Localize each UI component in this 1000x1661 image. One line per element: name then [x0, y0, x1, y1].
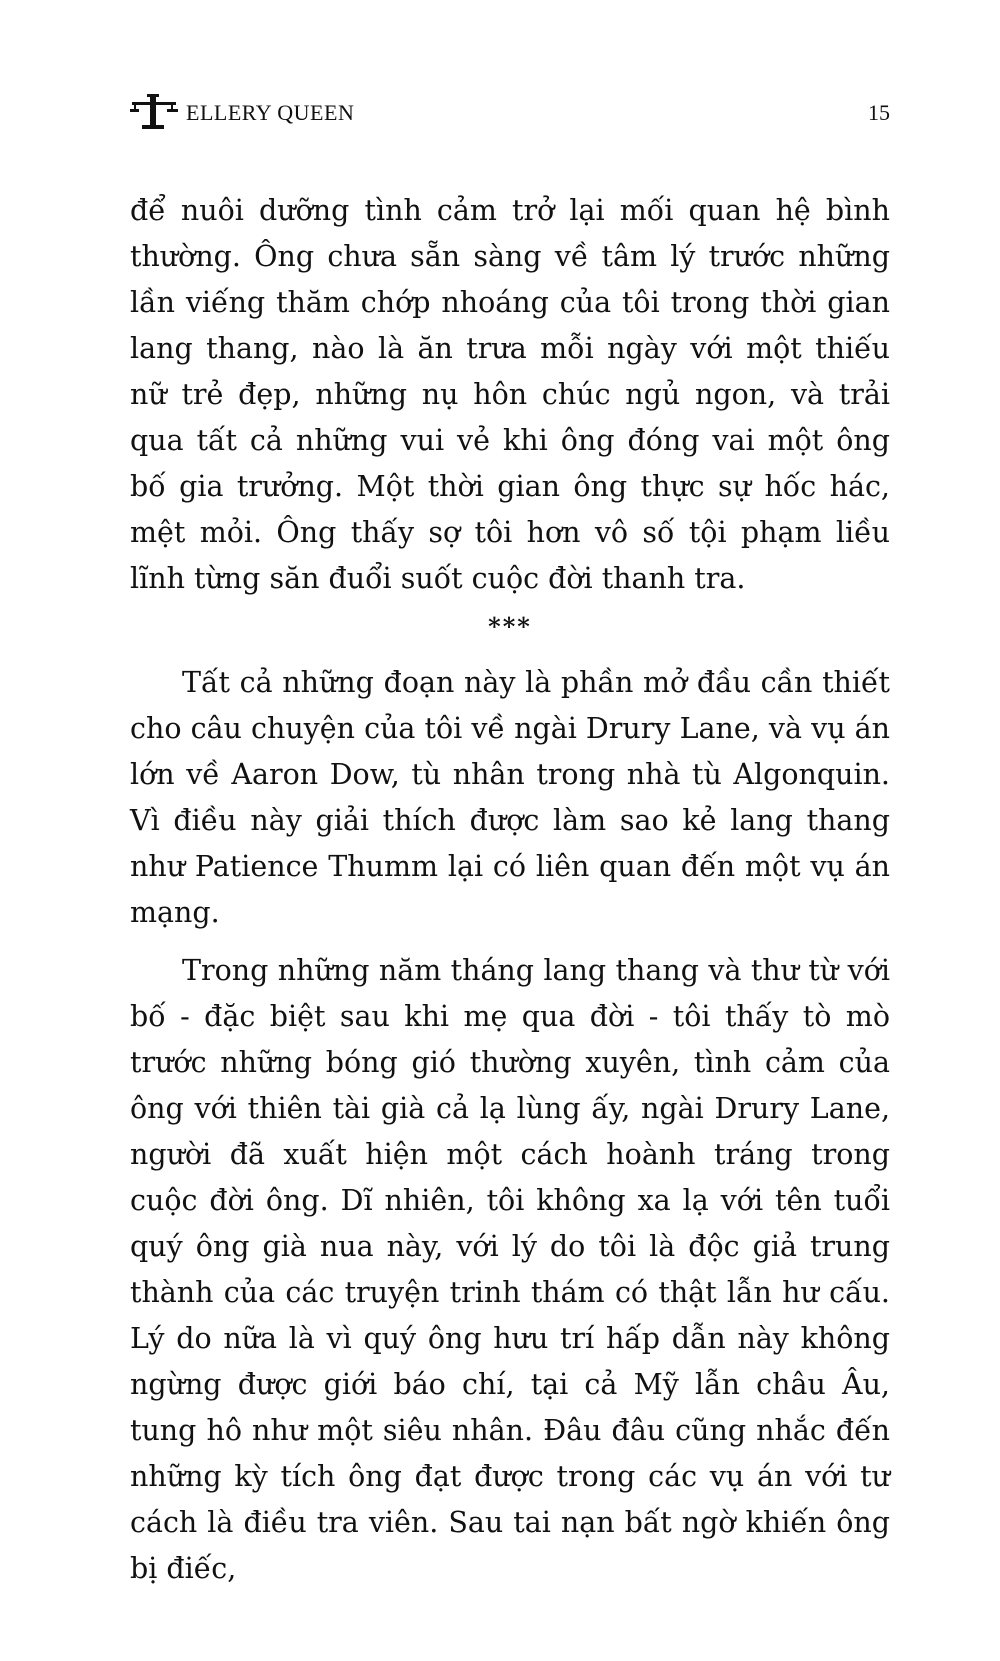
- paragraph: Tất cả những đoạn này là phần mở đầu cần thiết cho câu chuyện của tôi về ngài Drury Lane, và vụ án lớn về Aaron Dow, tù nhân trong nhà tù Algonquin. Vì điều này giải thích được làm sao kẻ lang thang như Patience Thumm lại có liên quan đến một vụ án mạng.: [130, 666, 890, 929]
- section-separator: ***: [488, 612, 532, 641]
- page-body: [130, 188, 890, 1592]
- page-number: 15: [868, 100, 890, 125]
- paragraph-continued: để nuôi dưỡng tình cảm trở lại mối quan hệ bình thường. Ông chưa sẵn sàng về tâm lý trước những lần viếng thăm chớp nhoáng của tôi trong thời gian lang thang, nào là ăn trưa mỗi ngày với một thiếu nữ trẻ đẹp, những nụ hôn chúc ngủ ngon, và trải qua tất cả những vui vẻ khi ông đóng vai một ông bố gia trưởng. Một thời gian ông thực sự hốc hác, mệt mỏi. Ông thấy sợ tôi hơn vô số tội phạm liều lĩnh từng săn đuổi suốt cuộc đời thanh tra.: [130, 194, 890, 595]
- paragraph: Trong những năm tháng lang thang và thư từ với bố - đặc biệt sau khi mẹ qua đời - tôi thấy tò mò trước những bóng gió thường xuyên, tình cảm của ông với thiên tài già cả lạ lùng ấy, ngài Drury Lane, người đã xuất hiện một cách hoành tráng trong cuộc đời ông. Dĩ nhiên, tôi không xa lạ với tên tuổi quý ông già nua này, với lý do tôi là độc giả trung thành của các truyện trinh thám có thật lẫn hư cấu. Lý do nữa là vì quý ông hưu trí hấp dẫn này không ngừng được giới báo chí, tại cả Mỹ lẫn châu Âu, tung hô như một siêu nhân. Đâu đâu cũng nhắc đến những kỳ tích ông đạt được trong các vụ án với tư cách là điều tra viên. Sau tai nạn bất ngờ khiến ông bị điếc,: [130, 954, 890, 1585]
- scales-of-justice-icon: [130, 92, 178, 132]
- running-header: [130, 92, 890, 132]
- author-name: ELLERY QUEEN: [186, 100, 355, 125]
